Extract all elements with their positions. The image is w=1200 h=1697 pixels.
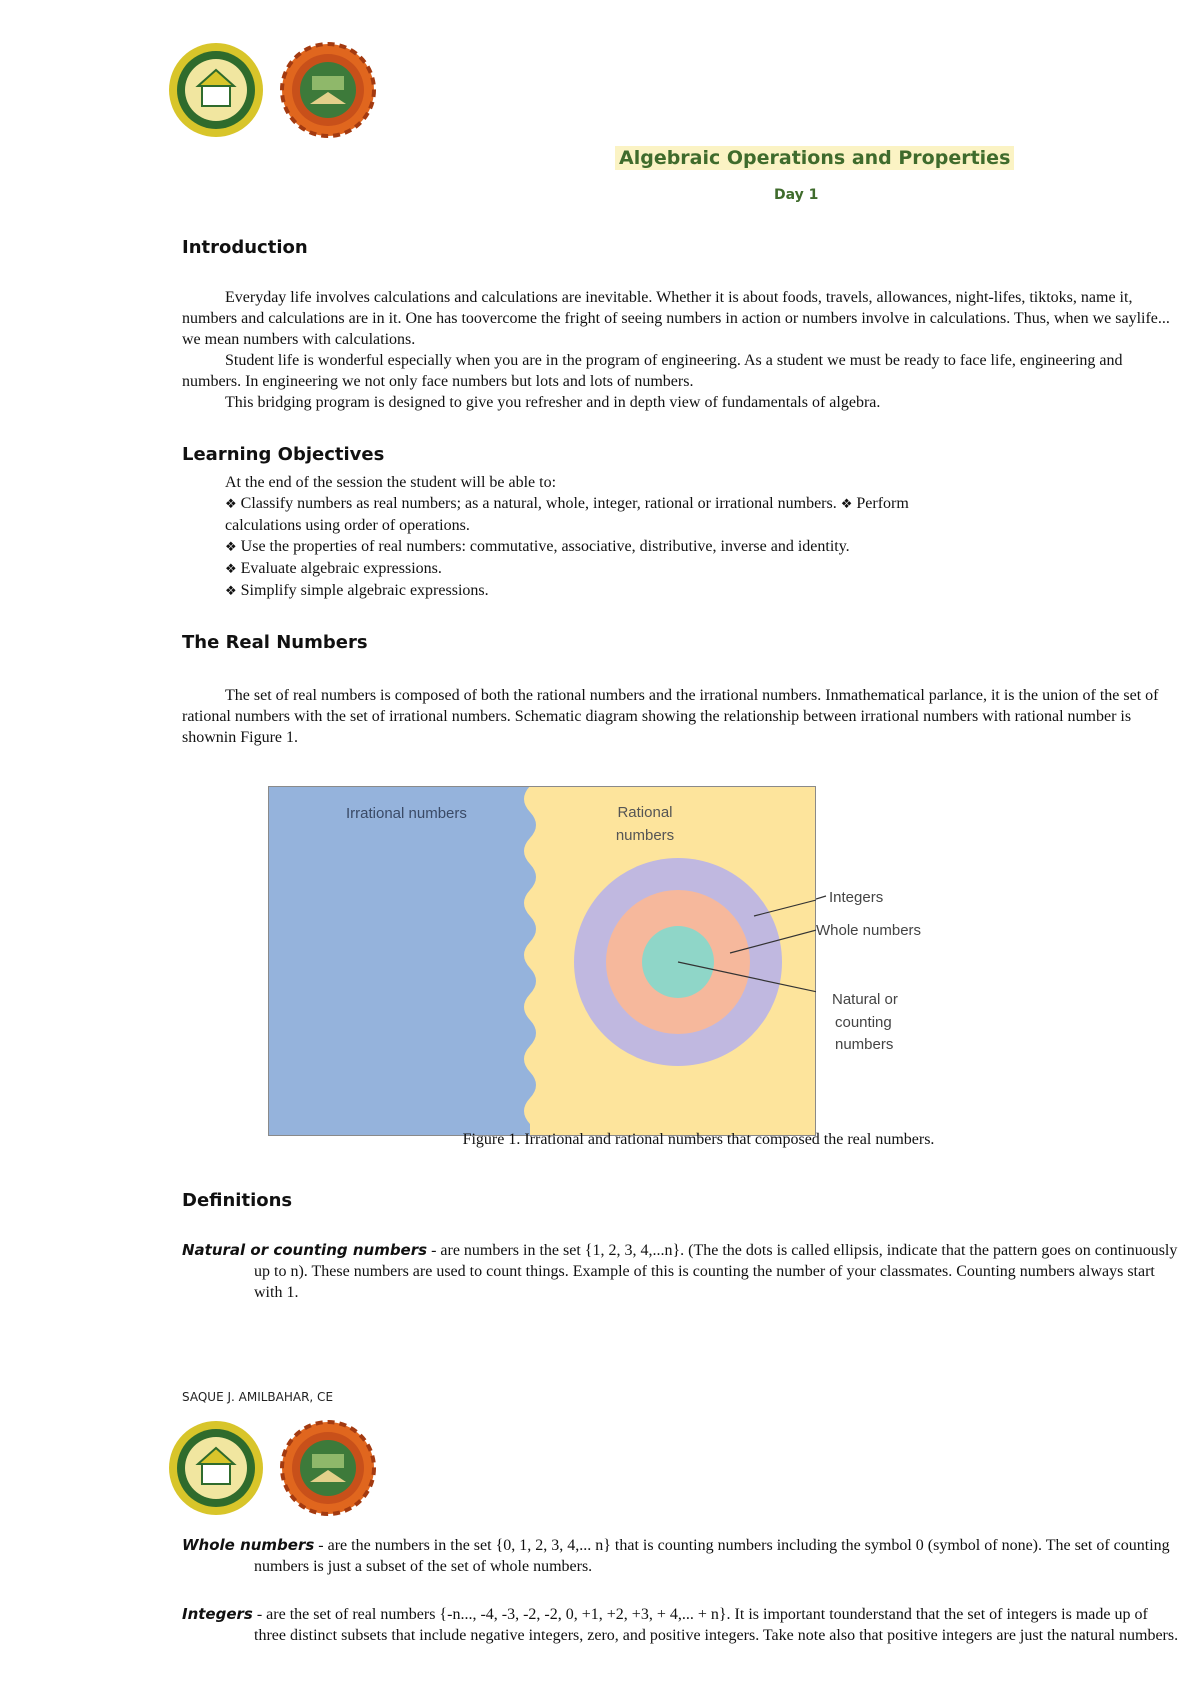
- definitions-heading: Definitions: [182, 1190, 293, 1211]
- objectives-list: [182, 472, 1182, 602]
- introduction-body: [182, 287, 1182, 413]
- figure-caption: Figure 1. Irrational and rational numbers that composed the real numbers.: [462, 1131, 935, 1148]
- definition-text: - are the set of real numbers {-n..., -4, -3, -2, -2, 0, +1, +2, +3, + 4,... + n}. It is important tounderstand that the set of integers is made up of three distinct subsets that include negative integers, zero, and positive integers. Take note also that positive integers are just the natural numbers.: [252, 1606, 1179, 1644]
- natural-label: numbers: [835, 1036, 894, 1053]
- objective-item: ❖ Classify numbers as real numbers; as a natural, whole, integer, rational or irrational numbers. ❖ Perform: [225, 495, 909, 512]
- document-title: Algebraic Operations and Properties: [615, 146, 1014, 170]
- real-numbers-body: [182, 685, 1182, 748]
- diamond-bullet-icon: ❖: [225, 584, 237, 599]
- objective-item: ❖ Simplify simple algebraic expressions.: [225, 582, 489, 599]
- introduction-paragraph: Everyday life involves calculations and calculations are inevitable. Whether it is about foods, travels, allowances, night-lifes, tiktoks, name it, numbers and calculations are in it. One has toovercome the fright of seeing numbers in action or numbers involve in calculations. Thus, when we saylife... we mean numbers with calculations.: [182, 289, 1170, 348]
- integers-label: Integers: [829, 889, 884, 906]
- real-numbers-paragraph: The set of real numbers is composed of both the rational numbers and the irrational numbers. Inmathematical parlance, it is the union of the set of rational numbers with the set of irrational numbers. Schematic diagram showing the relationship between irrational numbers with rational number is shownin Figure 1.: [182, 687, 1159, 746]
- rational-label: Rational: [617, 804, 673, 821]
- definition-term: Whole numbers: [182, 1536, 315, 1554]
- real-numbers-diagram: [268, 786, 816, 1136]
- engineering-gear-logo: [280, 1420, 376, 1516]
- definition-text: - are numbers in the set {1, 2, 3, 4,...n}. (The the dots is called ellipsis, indicate that the pattern goes on continuously up to n). These numbers are used to count things. Example of this is counting the number of your classmates. Counting numbers always start with 1.: [254, 1242, 1178, 1301]
- diamond-bullet-icon: ❖: [225, 540, 237, 555]
- introduction-paragraph: This bridging program is designed to give you refresher and in depth view of fundamentals of algebra.: [225, 394, 881, 411]
- real-numbers-heading: The Real Numbers: [182, 632, 368, 653]
- whole-numbers-label: Whole numbers: [816, 922, 922, 939]
- rational-label: numbers: [615, 827, 675, 844]
- objectives-lead: At the end of the session the student will be able to:: [225, 474, 557, 491]
- introduction-paragraph: Student life is wonderful especially when you are in the program of engineering. As a student we must be ready to face life, engineering and numbers. In engineering we not only face numbers but lots and lots of numbers.: [182, 352, 1123, 390]
- diagram-side-labels: [816, 880, 956, 1060]
- diamond-bullet-icon: ❖: [840, 497, 853, 512]
- definition-term: Natural or counting numbers: [182, 1241, 428, 1259]
- definition-text: - are the numbers in the set {0, 1, 2, 3, 4,... n} that is counting numbers including the symbol 0 (symbol of none). The set of counting numbers is just a subset of the set of whole numbers.: [254, 1537, 1170, 1575]
- natural-label: Natural or: [832, 991, 898, 1008]
- objectives-heading: Learning Objectives: [182, 444, 385, 465]
- objective-item: ❖ Evaluate algebraic expressions.: [225, 560, 442, 577]
- author-footer: SAQUE J. AMILBAHAR, CE: [182, 1390, 334, 1404]
- day-label: Day 1: [774, 187, 819, 203]
- diamond-bullet-icon: ❖: [225, 562, 237, 577]
- irrational-region: [268, 786, 536, 1136]
- definition-natural: [182, 1240, 1182, 1303]
- engineering-gear-logo: [280, 42, 376, 138]
- diamond-bullet-icon: ❖: [225, 497, 237, 512]
- university-seal-logo: [168, 42, 264, 138]
- objective-item: ❖ Use the properties of real numbers: commutative, associative, distributive, inverse and identity.: [225, 538, 850, 555]
- natural-label: counting: [835, 1014, 892, 1031]
- definition-integers: [182, 1604, 1182, 1646]
- university-seal-logo: [168, 1420, 264, 1516]
- definition-whole: [182, 1535, 1182, 1577]
- introduction-heading: Introduction: [182, 237, 308, 258]
- definition-term: Integers: [182, 1605, 253, 1623]
- irrational-label: Irrational numbers: [346, 805, 467, 822]
- objective-item-continued: calculations using order of operations.: [225, 517, 470, 534]
